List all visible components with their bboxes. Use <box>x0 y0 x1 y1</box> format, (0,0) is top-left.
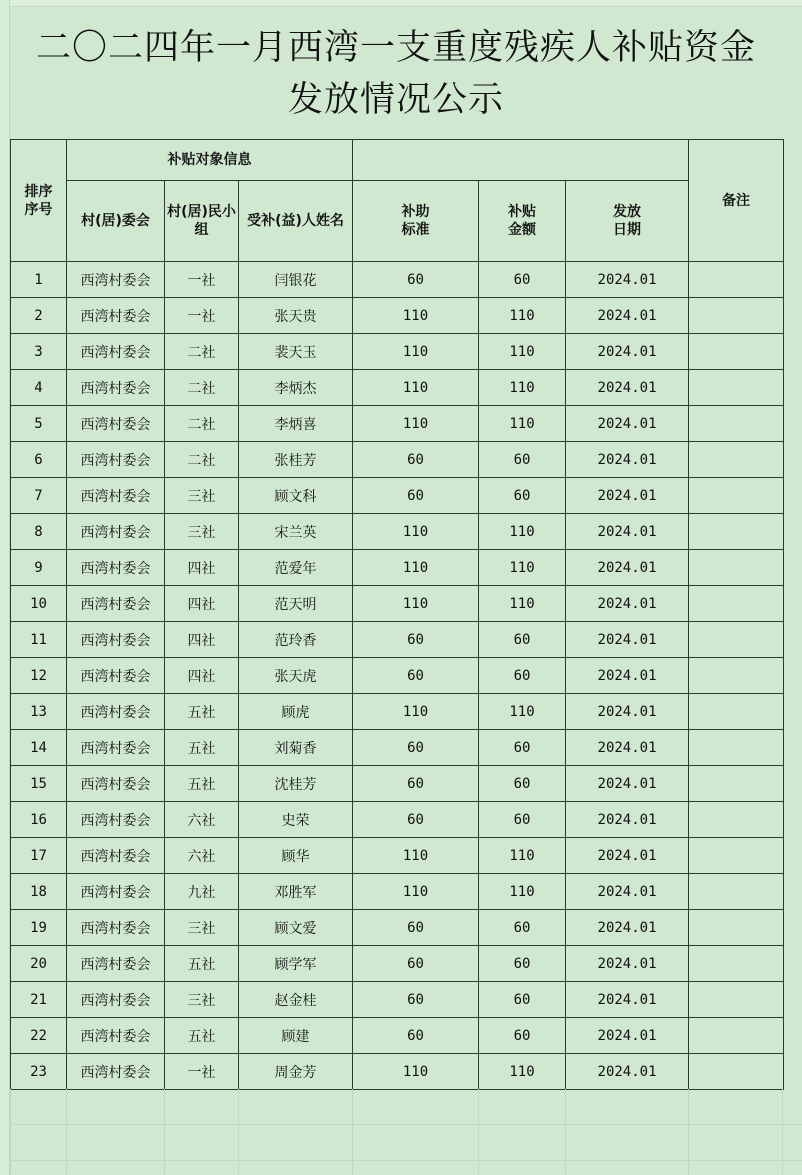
table-row <box>11 838 784 874</box>
cell-village[interactable]: 西湾村委会 <box>67 694 165 730</box>
cell-seq[interactable]: 20 <box>11 946 67 982</box>
cell-standard[interactable]: 60 <box>353 658 479 694</box>
cell-standard[interactable]: 110 <box>353 874 479 910</box>
cell-name[interactable]: 史荣 <box>239 802 353 838</box>
cell-name[interactable]: 范天明 <box>239 586 353 622</box>
cell-standard[interactable]: 110 <box>353 406 479 442</box>
cell-standard[interactable]: 60 <box>353 802 479 838</box>
cell-name[interactable]: 周金芳 <box>239 1054 353 1090</box>
table-row <box>11 982 784 1018</box>
cell-name[interactable]: 邓胜军 <box>239 874 353 910</box>
cell-name[interactable]: 闫银花 <box>239 262 353 298</box>
cell-amount[interactable]: 60 <box>479 478 566 514</box>
cell-remark[interactable] <box>689 982 784 1018</box>
cell-village[interactable]: 西湾村委会 <box>67 766 165 802</box>
cell-remark[interactable] <box>689 946 784 982</box>
cell-date[interactable]: 2024.01 <box>566 766 689 802</box>
cell-village[interactable]: 西湾村委会 <box>67 838 165 874</box>
cell-seq[interactable]: 9 <box>11 550 67 586</box>
cell-amount[interactable]: 110 <box>479 514 566 550</box>
grid-line <box>10 1124 802 1125</box>
grid-line <box>238 1089 239 1175</box>
cell-name[interactable]: 顾建 <box>239 1018 353 1054</box>
table-row <box>11 586 784 622</box>
cell-date[interactable]: 2024.01 <box>566 802 689 838</box>
cell-amount[interactable]: 110 <box>479 370 566 406</box>
cell-team[interactable]: 三社 <box>165 478 239 514</box>
cell-amount[interactable]: 60 <box>479 622 566 658</box>
cell-seq[interactable]: 7 <box>11 478 67 514</box>
cell-name[interactable]: 李炳杰 <box>239 370 353 406</box>
header-team[interactable] <box>165 181 239 262</box>
cell-standard[interactable]: 60 <box>353 766 479 802</box>
cell-village[interactable]: 西湾村委会 <box>67 370 165 406</box>
cell-date[interactable]: 2024.01 <box>566 838 689 874</box>
cell-seq[interactable]: 18 <box>11 874 67 910</box>
cell-seq[interactable]: 14 <box>11 730 67 766</box>
table-row <box>11 1018 784 1054</box>
cell-village[interactable]: 西湾村委会 <box>67 586 165 622</box>
cell-name[interactable]: 裴天玉 <box>239 334 353 370</box>
cell-remark[interactable] <box>689 622 784 658</box>
cell-name[interactable]: 张天虎 <box>239 658 353 694</box>
cell-seq[interactable]: 12 <box>11 658 67 694</box>
table-row <box>11 370 784 406</box>
cell-name[interactable]: 顾虎 <box>239 694 353 730</box>
cell-date[interactable]: 2024.01 <box>566 946 689 982</box>
cell-standard[interactable]: 110 <box>353 694 479 730</box>
cell-seq[interactable]: 8 <box>11 514 67 550</box>
cell-remark[interactable] <box>689 874 784 910</box>
header-date-text: 发放日期 <box>613 204 642 238</box>
cell-name[interactable]: 赵金桂 <box>239 982 353 1018</box>
table-row <box>11 802 784 838</box>
title-line-1: 二〇二四年一月西湾一支重度残疾人补贴资金 <box>35 28 756 68</box>
cell-village[interactable]: 西湾村委会 <box>67 946 165 982</box>
table-row <box>11 406 784 442</box>
header-seq-text: 排序序号 <box>24 183 53 218</box>
cell-name[interactable]: 顾文科 <box>239 478 353 514</box>
header-amount[interactable] <box>479 181 566 262</box>
cell-team[interactable]: 二社 <box>165 442 239 478</box>
cell-name[interactable]: 沈桂芳 <box>239 766 353 802</box>
cell-date[interactable]: 2024.01 <box>566 1018 689 1054</box>
table-row <box>11 658 784 694</box>
header-name-text: 受补(益)人姓名 <box>247 213 344 229</box>
cell-remark[interactable] <box>689 694 784 730</box>
cell-amount[interactable]: 110 <box>479 550 566 586</box>
cell-amount[interactable]: 60 <box>479 1018 566 1054</box>
cell-team[interactable]: 六社 <box>165 838 239 874</box>
cell-standard[interactable]: 60 <box>353 442 479 478</box>
cell-standard[interactable]: 110 <box>353 298 479 334</box>
cell-seq[interactable]: 22 <box>11 1018 67 1054</box>
table-row <box>11 478 784 514</box>
header-remark[interactable]: 备注 <box>689 140 784 262</box>
header-name[interactable] <box>239 181 353 262</box>
cell-amount[interactable]: 110 <box>479 298 566 334</box>
cell-date[interactable]: 2024.01 <box>566 982 689 1018</box>
cell-remark[interactable] <box>689 406 784 442</box>
cell-amount[interactable]: 110 <box>479 874 566 910</box>
cell-amount[interactable]: 110 <box>479 838 566 874</box>
cell-remark[interactable] <box>689 370 784 406</box>
cell-remark[interactable] <box>689 478 784 514</box>
table-body <box>11 140 784 1090</box>
cell-team[interactable]: 六社 <box>165 802 239 838</box>
cell-standard[interactable]: 60 <box>353 1018 479 1054</box>
cell-village[interactable]: 西湾村委会 <box>67 1018 165 1054</box>
header-group-info[interactable]: 补贴对象信息 <box>67 140 353 181</box>
cell-remark[interactable] <box>689 658 784 694</box>
table-row <box>11 766 784 802</box>
cell-remark[interactable] <box>689 838 784 874</box>
table-row <box>11 334 784 370</box>
cell-name[interactable]: 顾文爱 <box>239 910 353 946</box>
grid-line <box>688 1089 689 1175</box>
cell-date[interactable]: 2024.01 <box>566 298 689 334</box>
cell-standard[interactable]: 60 <box>353 910 479 946</box>
cell-standard[interactable]: 60 <box>353 262 479 298</box>
cell-standard[interactable]: 110 <box>353 550 479 586</box>
grid-line <box>66 1089 67 1175</box>
grid-line <box>478 1089 479 1175</box>
cell-standard[interactable]: 60 <box>353 730 479 766</box>
row-header-strip <box>0 0 10 1175</box>
table-row <box>11 298 784 334</box>
table-row <box>11 946 784 982</box>
header-team-text: 村(居)民小组 <box>167 204 236 238</box>
cell-amount[interactable]: 110 <box>479 334 566 370</box>
cell-name[interactable]: 范爱年 <box>239 550 353 586</box>
cell-date[interactable]: 2024.01 <box>566 514 689 550</box>
cell-date[interactable]: 2024.01 <box>566 262 689 298</box>
cell-team[interactable]: 二社 <box>165 406 239 442</box>
header-amount-text: 补贴金额 <box>508 204 537 238</box>
cell-name[interactable]: 张桂芳 <box>239 442 353 478</box>
cell-remark[interactable] <box>689 910 784 946</box>
cell-name[interactable]: 李炳喜 <box>239 406 353 442</box>
cell-team[interactable]: 九社 <box>165 874 239 910</box>
cell-village[interactable]: 西湾村委会 <box>67 1054 165 1090</box>
cell-seq[interactable]: 5 <box>11 406 67 442</box>
cell-date[interactable]: 2024.01 <box>566 586 689 622</box>
cell-amount[interactable]: 60 <box>479 946 566 982</box>
cell-seq[interactable]: 10 <box>11 586 67 622</box>
cell-standard[interactable]: 110 <box>353 514 479 550</box>
table-row <box>11 874 784 910</box>
cell-seq[interactable]: 16 <box>11 802 67 838</box>
cell-date[interactable]: 2024.01 <box>566 442 689 478</box>
cell-amount[interactable]: 110 <box>479 1054 566 1090</box>
cell-date[interactable]: 2024.01 <box>566 478 689 514</box>
cell-team[interactable]: 一社 <box>165 262 239 298</box>
cell-standard[interactable]: 60 <box>353 622 479 658</box>
cell-village[interactable]: 西湾村委会 <box>67 262 165 298</box>
cell-village[interactable]: 西湾村委会 <box>67 334 165 370</box>
cell-village[interactable]: 西湾村委会 <box>67 406 165 442</box>
cell-standard[interactable]: 60 <box>353 946 479 982</box>
cell-date[interactable]: 2024.01 <box>566 730 689 766</box>
cell-village[interactable]: 西湾村委会 <box>67 514 165 550</box>
cell-team[interactable]: 五社 <box>165 730 239 766</box>
grid-line <box>10 1160 802 1161</box>
cell-village[interactable]: 西湾村委会 <box>67 298 165 334</box>
cell-date[interactable]: 2024.01 <box>566 370 689 406</box>
cell-village[interactable]: 西湾村委会 <box>67 874 165 910</box>
cell-date[interactable]: 2024.01 <box>566 550 689 586</box>
cell-standard[interactable]: 110 <box>353 334 479 370</box>
cell-date[interactable]: 2024.01 <box>566 1054 689 1090</box>
page-title <box>10 22 782 126</box>
cell-village[interactable]: 西湾村委会 <box>67 730 165 766</box>
cell-date[interactable]: 2024.01 <box>566 910 689 946</box>
cell-team[interactable]: 四社 <box>165 550 239 586</box>
cell-team[interactable]: 三社 <box>165 514 239 550</box>
cell-date[interactable]: 2024.01 <box>566 622 689 658</box>
cell-remark[interactable] <box>689 1018 784 1054</box>
title-line-2: 发放情况公示 <box>287 80 504 120</box>
cell-amount[interactable]: 60 <box>479 730 566 766</box>
cell-amount[interactable]: 60 <box>479 910 566 946</box>
cell-amount[interactable]: 60 <box>479 802 566 838</box>
cell-remark[interactable] <box>689 334 784 370</box>
cell-seq[interactable]: 13 <box>11 694 67 730</box>
cell-village[interactable]: 西湾村委会 <box>67 982 165 1018</box>
cell-team[interactable]: 五社 <box>165 766 239 802</box>
cell-village[interactable]: 西湾村委会 <box>67 478 165 514</box>
cell-name[interactable]: 顾华 <box>239 838 353 874</box>
cell-amount[interactable]: 60 <box>479 262 566 298</box>
cell-standard[interactable]: 110 <box>353 370 479 406</box>
cell-seq[interactable]: 15 <box>11 766 67 802</box>
table-row <box>11 550 784 586</box>
cell-date[interactable]: 2024.01 <box>566 334 689 370</box>
table-row <box>11 730 784 766</box>
cell-date[interactable]: 2024.01 <box>566 658 689 694</box>
cell-standard[interactable]: 110 <box>353 586 479 622</box>
cell-standard[interactable]: 110 <box>353 1054 479 1090</box>
cell-team[interactable]: 三社 <box>165 910 239 946</box>
grid-line <box>565 1089 566 1175</box>
cell-remark[interactable] <box>689 1054 784 1090</box>
cell-seq[interactable]: 4 <box>11 370 67 406</box>
cell-seq[interactable]: 11 <box>11 622 67 658</box>
cell-team[interactable]: 二社 <box>165 370 239 406</box>
cell-name[interactable]: 顾学军 <box>239 946 353 982</box>
cell-seq[interactable]: 19 <box>11 910 67 946</box>
cell-seq[interactable]: 23 <box>11 1054 67 1090</box>
cell-amount[interactable]: 110 <box>479 586 566 622</box>
table-row <box>11 514 784 550</box>
cell-remark[interactable] <box>689 262 784 298</box>
cell-team[interactable]: 五社 <box>165 946 239 982</box>
header-date[interactable] <box>566 181 689 262</box>
cell-team[interactable]: 二社 <box>165 334 239 370</box>
cell-team[interactable]: 三社 <box>165 982 239 1018</box>
grid-line <box>782 1089 783 1175</box>
cell-village[interactable]: 西湾村委会 <box>67 910 165 946</box>
cell-village[interactable]: 西湾村委会 <box>67 550 165 586</box>
cell-seq[interactable]: 17 <box>11 838 67 874</box>
cell-seq[interactable]: 6 <box>11 442 67 478</box>
header-row-2 <box>11 181 784 262</box>
cell-remark[interactable] <box>689 298 784 334</box>
sheet-top-edge <box>0 0 802 7</box>
cell-remark[interactable] <box>689 766 784 802</box>
cell-standard[interactable]: 60 <box>353 982 479 1018</box>
cell-remark[interactable] <box>689 442 784 478</box>
header-seq[interactable] <box>11 140 67 262</box>
cell-name[interactable]: 范玲香 <box>239 622 353 658</box>
cell-amount[interactable]: 60 <box>479 982 566 1018</box>
cell-remark[interactable] <box>689 802 784 838</box>
cell-name[interactable]: 张天贵 <box>239 298 353 334</box>
cell-remark[interactable] <box>689 586 784 622</box>
cell-team[interactable]: 一社 <box>165 1054 239 1090</box>
header-row-1 <box>11 140 784 181</box>
table-row <box>11 694 784 730</box>
cell-team[interactable]: 五社 <box>165 1018 239 1054</box>
cell-standard[interactable]: 110 <box>353 838 479 874</box>
cell-team[interactable]: 四社 <box>165 622 239 658</box>
cell-standard[interactable]: 60 <box>353 478 479 514</box>
cell-amount[interactable]: 60 <box>479 658 566 694</box>
cell-name[interactable]: 宋兰英 <box>239 514 353 550</box>
cell-seq[interactable]: 3 <box>11 334 67 370</box>
cell-team[interactable]: 五社 <box>165 694 239 730</box>
cell-seq[interactable]: 1 <box>11 262 67 298</box>
header-blank[interactable] <box>353 140 689 181</box>
cell-amount[interactable]: 110 <box>479 406 566 442</box>
cell-date[interactable]: 2024.01 <box>566 694 689 730</box>
header-standard[interactable] <box>353 181 479 262</box>
grid-line <box>352 1089 353 1175</box>
cell-village[interactable]: 西湾村委会 <box>67 622 165 658</box>
cell-village[interactable]: 西湾村委会 <box>67 802 165 838</box>
cell-date[interactable]: 2024.01 <box>566 406 689 442</box>
cell-name[interactable]: 刘菊香 <box>239 730 353 766</box>
table-row <box>11 1054 784 1090</box>
cell-seq[interactable]: 21 <box>11 982 67 1018</box>
grid-line <box>10 1089 11 1175</box>
cell-remark[interactable] <box>689 730 784 766</box>
table-row <box>11 622 784 658</box>
subsidy-table <box>10 139 784 1090</box>
table-row <box>11 262 784 298</box>
cell-amount[interactable]: 60 <box>479 442 566 478</box>
cell-amount[interactable]: 110 <box>479 694 566 730</box>
header-village[interactable]: 村(居)委会 <box>67 181 165 262</box>
cell-date[interactable]: 2024.01 <box>566 874 689 910</box>
cell-team[interactable]: 一社 <box>165 298 239 334</box>
cell-village[interactable]: 西湾村委会 <box>67 442 165 478</box>
table-row <box>11 910 784 946</box>
header-standard-text: 补助标准 <box>401 204 430 238</box>
cell-amount[interactable]: 60 <box>479 766 566 802</box>
table-row <box>11 442 784 478</box>
cell-remark[interactable] <box>689 550 784 586</box>
cell-village[interactable]: 西湾村委会 <box>67 658 165 694</box>
grid-line <box>164 1089 165 1175</box>
cell-remark[interactable] <box>689 514 784 550</box>
cell-team[interactable]: 四社 <box>165 658 239 694</box>
cell-seq[interactable]: 2 <box>11 298 67 334</box>
cell-team[interactable]: 四社 <box>165 586 239 622</box>
